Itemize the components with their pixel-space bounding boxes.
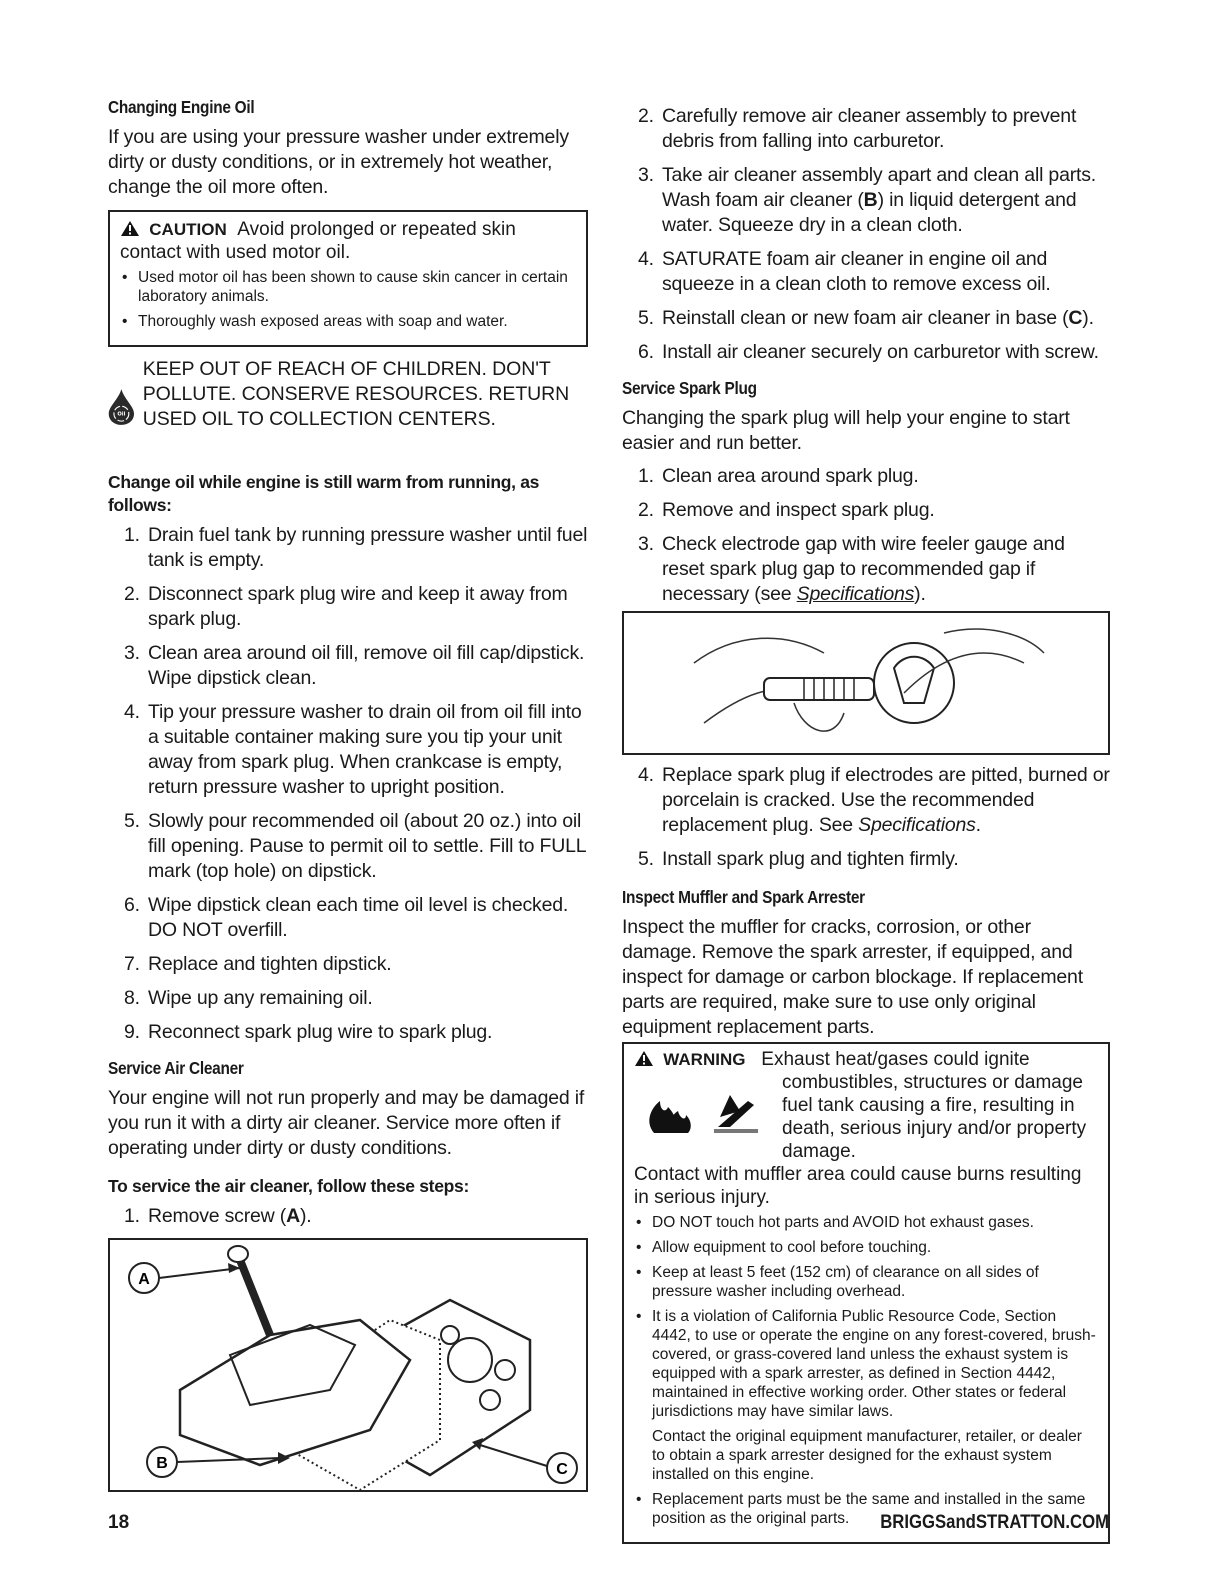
- step-item: 6. Wipe dipstick clean each time oil level is checked. DO NOT overfill.: [124, 894, 569, 941]
- step-item: 2. Carefully remove air cleaner assembly to prevent debris from falling into carburetor.: [638, 105, 1077, 152]
- change-oil-heading: Change oil while engine is still warm from running, as follows:: [108, 472, 540, 515]
- spark-steps-continued: [622, 763, 1110, 872]
- spark-plug-illustration: [624, 613, 1108, 753]
- spark-plug-heading: Service Spark Plug: [622, 378, 757, 398]
- caution-box: [108, 210, 588, 347]
- warning-text-b: combustibles, structures or damage fuel tank causing a fire, resulting in death, serious injury and/or property damage.: [782, 1072, 1087, 1162]
- step-item: 2. Remove and inspect spark plug.: [638, 499, 935, 521]
- hazard-icons: [634, 1071, 774, 1141]
- caution-text: Avoid prolonged or repeated skin contact with used motor oil.: [120, 219, 516, 263]
- step-item: 7. Replace and tighten dipstick.: [124, 953, 392, 975]
- warning-bullet: • DO NOT touch hot parts and AVOID hot exhaust gases.: [634, 1213, 1098, 1232]
- page-number: 18: [108, 1512, 130, 1533]
- oil-icon-text: Oil: [117, 411, 126, 418]
- warning-triangle-icon: [634, 1050, 654, 1067]
- oil-intro: If you are using your pressure washer under extremely dirty or dusty conditions, or in extremely hot weather, change the oil more often.: [108, 126, 569, 198]
- right-column: [622, 104, 1110, 1554]
- step-item: 1. Drain fuel tank by running pressure washer until fuel tank is empty.: [124, 524, 588, 571]
- step-item: 3. Check electrode gap with wire feeler gauge and reset spark plug gap to recommended gap if necessary (see Specifications).: [638, 533, 1065, 605]
- warning-bullet: • Keep at least 5 feet (152 cm) of clearance on all sides of pressure washer including overhead.: [634, 1263, 1098, 1301]
- recycle-text: KEEP OUT OF REACH OF CHILDREN. DON'T POLLUTE. CONSERVE RESOURCES. RETURN USED OIL TO COLLECTION CENTERS.: [142, 358, 570, 430]
- footer-site: BRIGGSandSTRATTON.COM: [880, 1512, 1109, 1533]
- air-steps: [108, 1204, 588, 1229]
- air-steps-continued: [622, 104, 1110, 365]
- callout-a: A: [138, 1271, 150, 1288]
- step-item: 5. Slowly pour recommended oil (about 20 oz.) into oil fill opening. Pause to permit oil to settle. Fill to FULL mark (top hole) on dipstick.: [124, 810, 586, 882]
- caution-bullet: • Used motor oil has been shown to cause skin cancer in certain laboratory animals.: [120, 268, 576, 306]
- step-item: 4. SATURATE foam air cleaner in engine oil and squeeze in a clean cloth to remove excess oil.: [638, 248, 1051, 295]
- muffler-heading: Inspect Muffler and Spark Arrester: [622, 887, 865, 907]
- warning-icons-row: [634, 1071, 1098, 1163]
- spark-plug-intro: Changing the spark plug will help your engine to start easier and run better.: [622, 407, 1070, 454]
- specifications-ref[interactable]: Specifications: [858, 814, 976, 836]
- warning-text-c: Contact with muffler area could cause burns resulting in serious injury.: [634, 1164, 1082, 1208]
- specifications-link[interactable]: Specifications: [796, 583, 915, 605]
- step-item: 9. Reconnect spark plug wire to spark plug.: [124, 1021, 493, 1043]
- spark-plug-figure: [622, 611, 1110, 755]
- air-cleaner-intro: Your engine will not run properly and may be damaged if you run it with a dirty air cleaner. Service more often if operating under dirty or dusty conditions.: [108, 1087, 585, 1159]
- warning-bullet: • Allow equipment to cool before touching.: [634, 1238, 1098, 1257]
- step-item: 5. Install spark plug and tighten firmly.: [638, 848, 959, 870]
- caution-bullet: • Thoroughly wash exposed areas with soap and water.: [120, 312, 576, 331]
- step-item: 1. Clean area around spark plug.: [638, 465, 919, 487]
- step-item: 6. Install air cleaner securely on carburetor with screw.: [638, 341, 1099, 363]
- step-item: 3. Clean area around oil fill, remove oil fill cap/dipstick. Wipe dipstick clean.: [124, 642, 585, 689]
- warning-bullets: [634, 1213, 1098, 1421]
- warning-triangle-icon: [120, 220, 140, 237]
- step-item: 4. Replace spark plug if electrodes are pitted, burned or porcelain is cracked. Use the recommended replacement plug. See Specifications.: [638, 764, 1110, 836]
- warning-bullet: • It is a violation of California Public Resource Code, Section 4442, to use or operate the engine on any forest-covered, brush-covered, or grass-covered land unless the exhaust system is equipped with a spark arrester, as defined in Section 4442, maintained in effective working order. Other states or federal jurisdictions may have similar laws.: [634, 1307, 1098, 1421]
- warning-note: Contact the original equipment manufacturer, retailer, or dealer to obtain a spark arrester designed for the exhaust system installed on this engine.: [652, 1428, 1082, 1483]
- air-cleaner-figure: [108, 1238, 588, 1492]
- step-item: 8. Wipe up any remaining oil.: [124, 987, 373, 1009]
- step-item: 4. Tip your pressure washer to drain oil from oil fill into a suitable container making sure you tip your unit away from spark plug. When crankcase is empty, return pressure washer to upright position.: [124, 701, 582, 798]
- callout-c: C: [556, 1461, 568, 1478]
- oil-heading: Changing Engine Oil: [108, 97, 255, 117]
- callout-b: B: [156, 1455, 168, 1472]
- left-column: [108, 96, 588, 1500]
- hot-surface-icon: [714, 1095, 758, 1133]
- caution-lead: [120, 218, 576, 264]
- fire-icon: [649, 1101, 690, 1133]
- warning-bullet: • Replacement parts must be the same and installed in the same position as the original parts.: [634, 1490, 1098, 1528]
- warning-lead: [634, 1048, 1098, 1071]
- air-steps-heading: To service the air cleaner, follow these steps:: [108, 1176, 469, 1196]
- step-item: 2. Disconnect spark plug wire and keep it away from spark plug.: [124, 583, 568, 630]
- spark-steps: [622, 464, 1110, 607]
- muffler-intro: Inspect the muffler for cracks, corrosion, or other damage. Remove the spark arrester, if equipped, and inspect for damage or carbon blockage. If replacement parts are required, make sure to use only original equipment replacement parts.: [622, 916, 1083, 1038]
- warning-label: WARNING: [663, 1050, 746, 1069]
- caution-label: CAUTION: [149, 220, 227, 239]
- caution-bullets: [120, 268, 576, 331]
- air-cleaner-heading: Service Air Cleaner: [108, 1058, 244, 1078]
- warning-text-a: Exhaust heat/gases could ignite: [761, 1049, 1030, 1070]
- recycle-notice: [108, 357, 588, 457]
- step-item: 3. Take air cleaner assembly apart and clean all parts. Wash foam air cleaner (B) in liquid detergent and water. Squeeze dry in a clean cloth.: [638, 164, 1096, 236]
- step-item: 5. Reinstall clean or new foam air cleaner in base (C).: [638, 307, 1094, 329]
- step-item: 1. Remove screw (A).: [124, 1205, 312, 1227]
- warning-box: [622, 1042, 1110, 1544]
- oil-recycle-icon: [108, 357, 135, 457]
- air-cleaner-illustration: [110, 1240, 586, 1490]
- change-oil-steps: [108, 523, 588, 1045]
